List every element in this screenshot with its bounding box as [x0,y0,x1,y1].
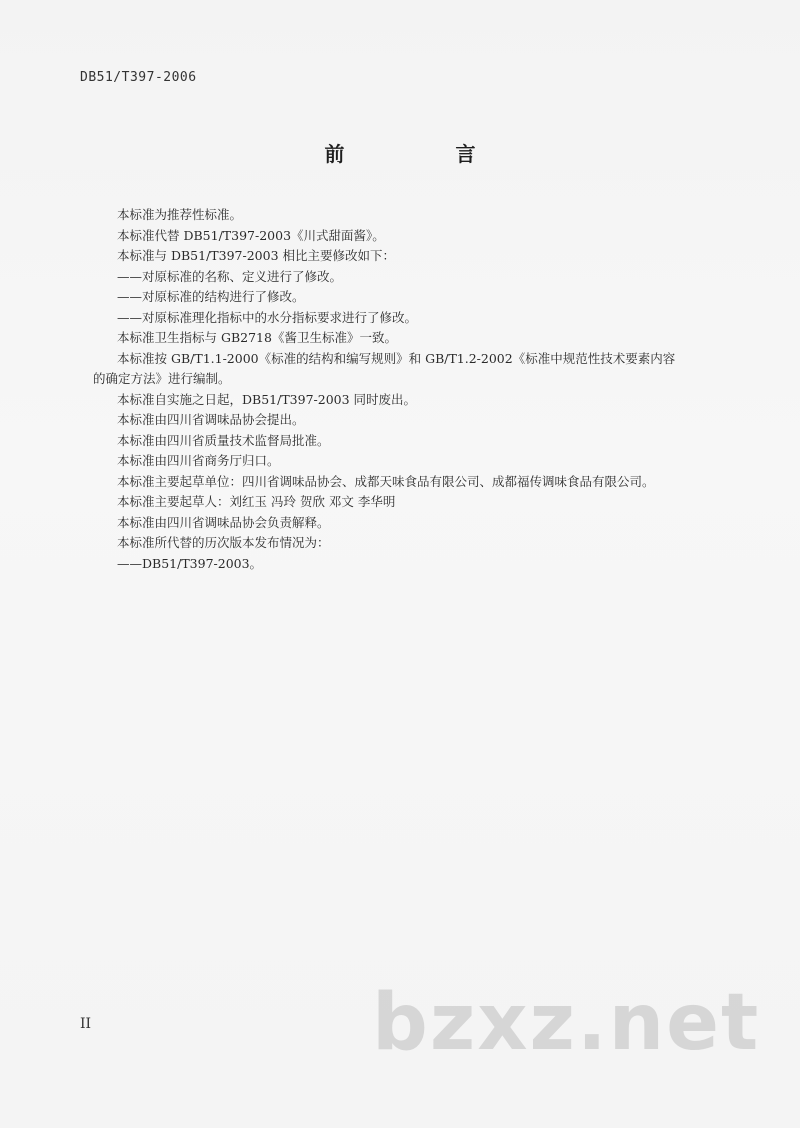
paragraph: 本标准由四川省调味品协会负责解释。 [117,514,330,530]
watermark: bzxz.net [372,978,761,1068]
paragraph: 本标准由四川省质量技术监督局批准。 [117,432,330,448]
paragraph: 本标准代替 DB51/T397-2003《川式甜面酱》。 [117,227,385,243]
standard-code: DB51/T397-2006 [80,70,197,85]
paragraph: ——对原标准的结构进行了修改。 [117,289,305,304]
paragraph: 本标准与 DB51/T397-2003 相比主要修改如下： [117,248,396,263]
paragraph: 本标准主要起草单位：四川省调味品协会、成都天味食品有限公司、成都福传调味食品有限公司。 [117,473,655,489]
paragraph: ——DB51/T397-2003。 [117,555,263,571]
paragraph: 本标准按 GB/T1.1-2000《标准的结构和编写规则》和 GB/T1.2-2002《标准中规范性技术要素内容 [117,350,676,366]
paragraph: 本标准由四川省商务厅归口。 [117,453,280,468]
paragraph-continuation: 的确定方法》进行编制。 [93,371,231,386]
paragraph: 本标准自实施之日起，DB51/T397-2003 同时废出。 [117,391,417,407]
foreword-body [93,205,733,574]
paragraph: 本标准所代替的历次版本发布情况为： [117,535,330,550]
paragraph: 本标准卫生指标与 GB2718《酱卫生标准》一致。 [117,330,397,345]
paragraph: 本标准由四川省调味品协会提出。 [117,412,305,427]
page-number: II [80,1016,92,1032]
paragraph: ——对原标准的名称、定义进行了修改。 [117,268,343,284]
paragraph: 本标准主要起草人：刘红玉 冯玲 贺欣 邓文 李华明 [117,494,396,509]
page-title: 前 言 [324,142,528,166]
paragraph: 本标准为推荐性标准。 [117,207,243,222]
paragraph: ——对原标准理化指标中的水分指标要求进行了修改。 [117,309,418,325]
